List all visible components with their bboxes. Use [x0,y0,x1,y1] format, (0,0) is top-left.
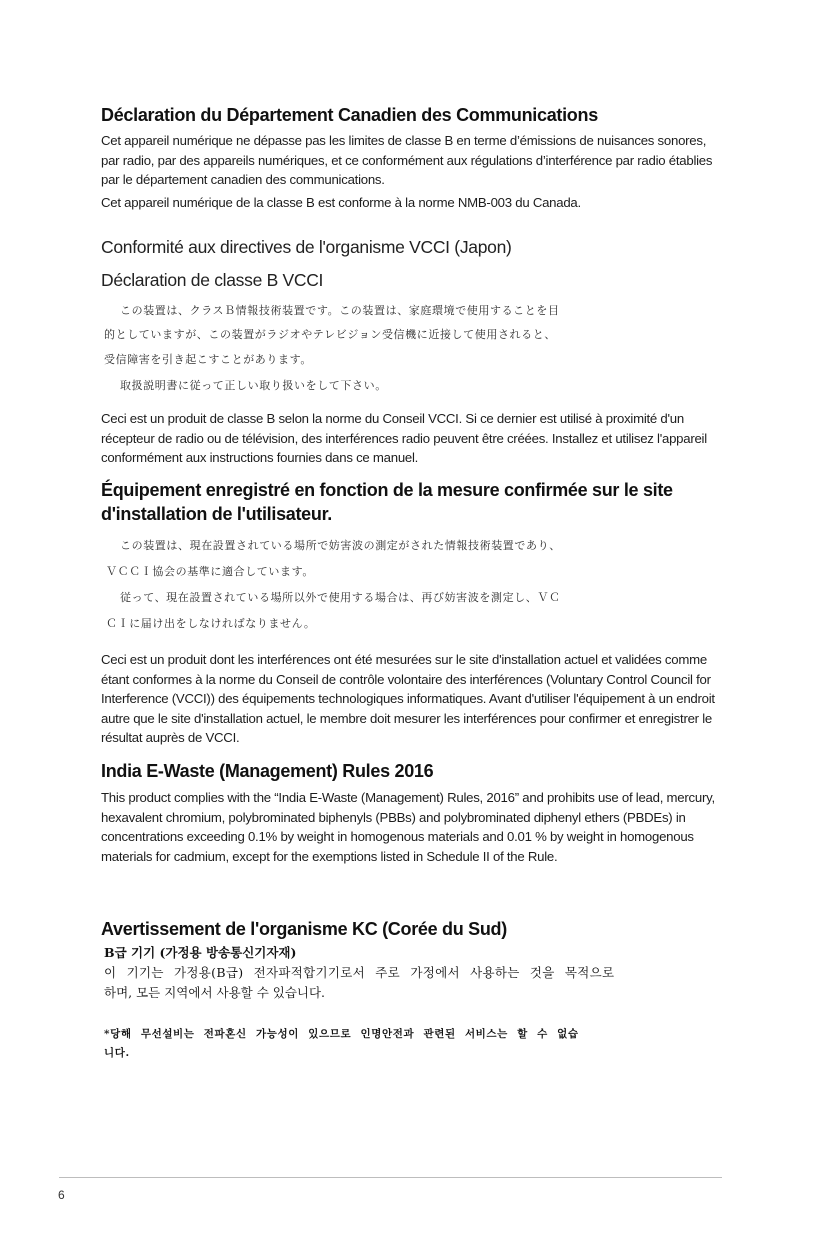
kc-korean-line: B급 기기 (가정용 방송통신기자재) [104,945,297,960]
kc-korean-line: *당해 무선설비는 전파혼신 가능성이 있으므로 인명안전과 관련된 서비스는 할 수 없습 [104,1028,579,1040]
equipment-title-line-1: Équipement enregistré en fonction de la mesure confirmée sur le site [101,480,673,500]
canada-paragraph-1: Cet appareil numérique ne dépasse pas les limites de classe B en terme d’émissions de nuisances sonores, par radio, par des appareils numériques, et ce conformément aux régulations d’interférence par radio établies par le département canadien des communications. [101,133,713,188]
india-paragraph: This product complies with the “India E-Waste (Management) Rules, 2016” and prohibits use of lead, mercury, hexavalent chromium, polybrominated biphenyls (PBBs) and polybrominated diphenyl ethers (PBDEs) in concentrations exceeding 0.1% by weight in homogenous materials and 0.01 % by weight in homogenous materials for cadmium, except for the exemptions listed in Schedule II of the Rule. [101,790,715,864]
equipment-japanese-line: ＶＣＣＩ協会の基準に適合しています。 [106,565,314,578]
equipment-japanese-line: ＣＩに届け出をしなければなりません。 [106,617,316,630]
section-title-vcci: Conformité aux directives de l'organisme VCCI (Japon) [101,237,512,257]
equipment-japanese-line: 従って、現在設置されている場所以外で使用する場合は、再び妨害波を測定し、ＶＣ [120,591,561,604]
equipment-japanese-line: この装置は、現在設置されている場所で妨害波の測定がされた情報技術装置であり、 [120,539,561,552]
kc-korean-notice [104,942,614,1062]
vcci-japanese-line: この装置は、クラスＢ情報技術装置です。この装置は、家庭環境で使用することを目 [120,304,560,317]
equipment-paragraph: Ceci est un produit dont les interférences ont été mesurées sur le site d'installation actuel et validées comme étant conformes à la norme du Conseil de contrôle volontaire des interférences (Voluntary Control Council for Interference (VCCI)) des équipements technologiques informatiques. Avant d'utiliser l'équipement à un endroit autre que le site d'installation actuel, le membre doit mesurer les interférences pour confirmer et enregistrer le résultat auprès de VCCI. [101,652,715,746]
equipment-japanese-notice [106,533,561,637]
equipment-title-line-2: d'installation de l'utilisateur. [101,504,333,524]
section-title-canada: Déclaration du Département Canadien des Communications [101,105,598,125]
page-number: 6 [58,1188,65,1202]
section-subtitle-vcci-class-b: Déclaration de classe B VCCI [101,270,324,290]
kc-korean-line: 하며, 모든 지역에서 사용할 수 있습니다. [104,985,326,1000]
vcci-japanese-notice [104,301,560,399]
vcci-paragraph: Ceci est un produit de classe B selon la norme du Conseil VCCI. Si ce dernier est utilisé à proximité d'un récepteur de radio ou de télévision, des interférences radio peuvent être créées. Installez et utilisez l'appareil conformément aux instructions fournies dans ce manuel. [101,411,707,466]
section-title-equipment [101,478,741,526]
kc-korean-line: 니다. [104,1047,130,1059]
canada-paragraph-2: Cet appareil numérique de la classe B est conforme à la norme NMB-003 du Canada. [101,195,581,210]
vcci-japanese-line: 受信障害を引き起こすことがあります。 [104,353,312,366]
section-title-india: India E-Waste (Management) Rules 2016 [101,761,434,781]
footer-divider [59,1177,722,1178]
kc-korean-line: 이 기기는 가정용(B급) 전자파적합기기로서 주로 가정에서 사용하는 것을 목적으로 [104,965,615,980]
vcci-japanese-line: 取扱説明書に従って正しい取り扱いをして下さい。 [120,379,387,392]
section-title-kc: Avertissement de l'organisme KC (Corée du Sud) [101,919,507,939]
vcci-japanese-line: 的としていますが、この装置がラジオやテレビジョン受信機に近接して使用されると、 [104,328,556,341]
